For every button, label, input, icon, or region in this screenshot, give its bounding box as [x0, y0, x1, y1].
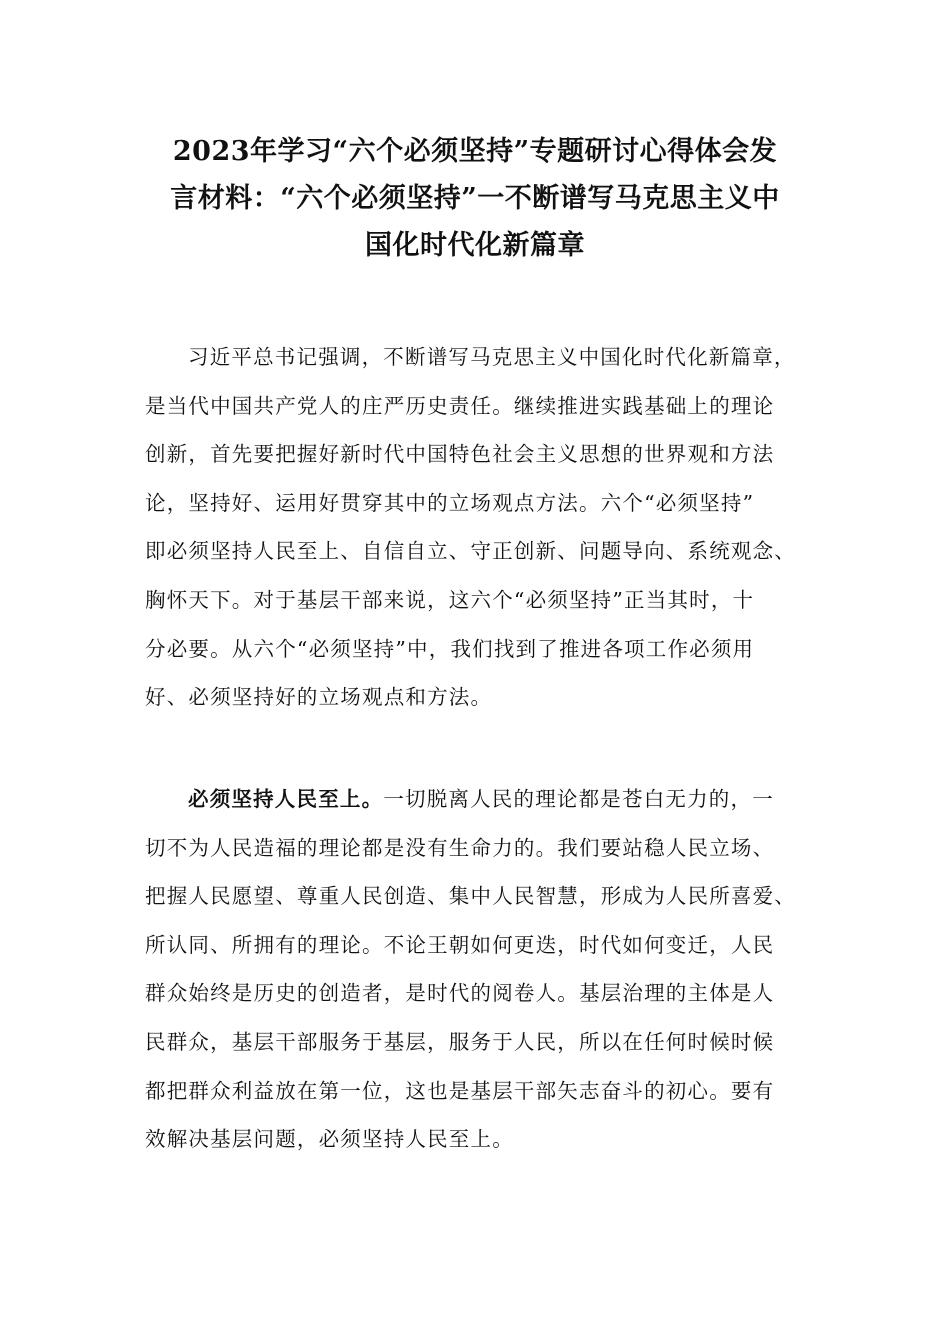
paragraph-line: 所认同、所拥有的理论。不论王朝如何更迭，时代如何变迁，人民 [145, 932, 775, 957]
title-line: 2023年学习“六个必须坚持”专题研讨心得体会发 [172, 136, 778, 167]
paragraph-line: 好、必须坚持好的立场观点和方法。 [145, 685, 493, 710]
paragraph-line: 是当代中国共产党人的庄严历史责任。继续推进实践基础上的理论 [145, 393, 775, 418]
paragraph-line: 论，坚持好、运用好贯穿其中的立场观点方法。六个“必须坚持” [145, 490, 755, 515]
paragraph-line: 切不为人民造福的理论都是没有生命力的。我们要站稳人民立场、 [145, 835, 775, 860]
title-line: 国化时代化新篇章 [365, 230, 585, 261]
paragraph-line: 效解决基层问题，必须坚持人民至上。 [145, 1127, 514, 1152]
paragraph-line: 创新，首先要把握好新时代中国特色社会主义思想的世界观和方法 [145, 442, 775, 467]
paragraph-line: 都把群众利益放在第一位，这也是基层干部矢志奋斗的初心。要有 [145, 1078, 775, 1103]
paragraph-line: 群众始终是历史的创造者，是时代的阅卷人。基层治理的主体是人 [145, 981, 775, 1006]
paragraph-first-line [145, 775, 825, 824]
paragraph-line: 把握人民愿望、尊重人民创造、集中人民智慧，形成为人民所喜爱、 [145, 884, 796, 909]
title-line: 言材料：“六个必须坚持”一不断谱写马克思主义中 [170, 183, 780, 214]
paragraph-line: 习近平总书记强调，不断谱写马克思主义中国化时代化新篇章， [188, 345, 796, 369]
section-heading-lead: 必须坚持人民至上。 [188, 787, 384, 811]
paragraph-text: 一切脱离人民的理论都是苍白无力的，一 [383, 787, 774, 811]
paragraph-line: 胸怀天下。对于基层干部来说，这六个“必须坚持”正当其时，十 [145, 587, 755, 612]
section-paragraph-people-first [145, 775, 825, 1164]
document-title [140, 128, 810, 269]
paragraph-line: 即必须坚持人民至上、自信自立、守正创新、问题导向、系统观念、 [145, 539, 796, 564]
intro-paragraph [145, 333, 825, 722]
paragraph-line: 分必要。从六个“必须坚持”中，我们找到了推进各项工作必须用 [145, 636, 755, 661]
paragraph-line: 民群众，基层干部服务于基层，服务于人民，所以在任何时候时候 [145, 1029, 775, 1054]
